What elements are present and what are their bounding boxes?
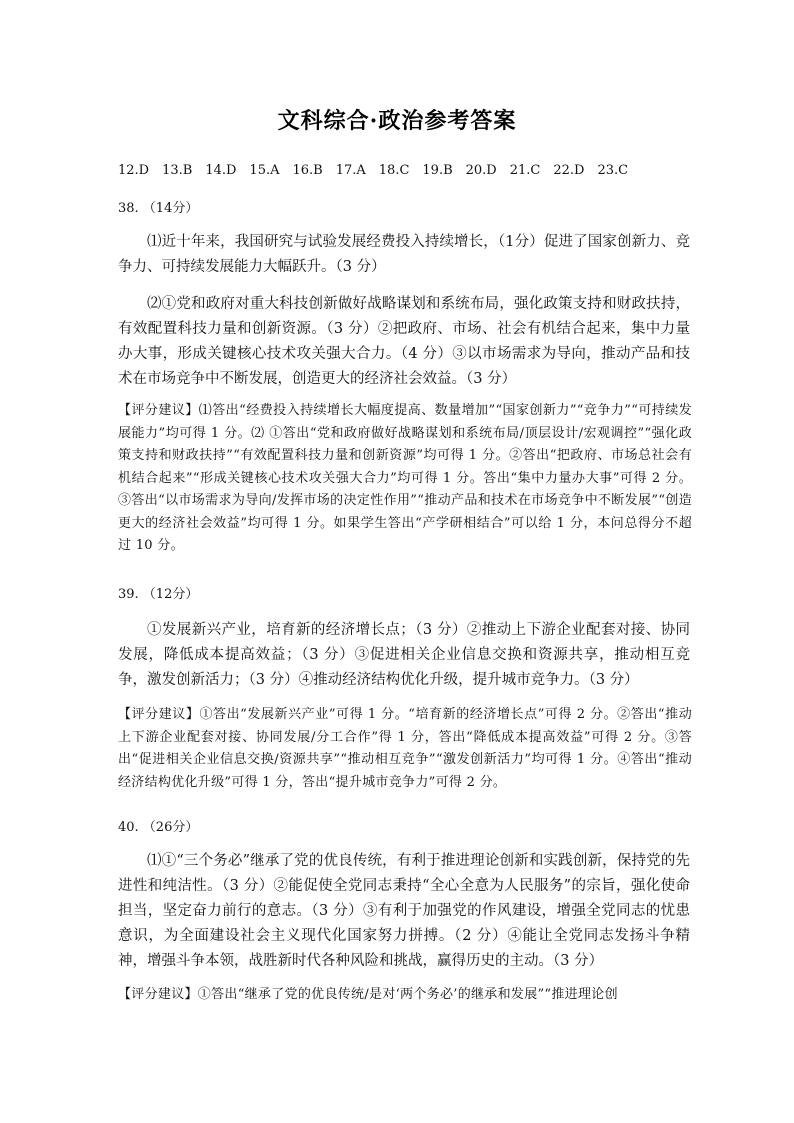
question-39-answer: ①发展新兴产业，培育新的经济增长点；（3 分）②推动上下游企业配套对接、协同发展，降低成本提高效益；（3 分）③促进相关企业信息交换和资源共享，推动相互竞争，激发创新活力；（3 分）④推动经济结构优化升级，提升城市竞争力。（3 分） [118, 622, 690, 688]
question-38-scoring-advice: 【评分建议】⑴答出“经费投入持续增长大幅度提高、数量增加”“国家创新力”“竞争力”“可持续发展能力”均可得 1 分。⑵ ①答出“党和政府做好战略谋划和系统布局/顶层设计/宏观调控”“强化政策支持和财政扶持”“有效配置科技力量和创新资源”均可得 1 分。②答出“把政府、市场总社会有机结合起来”“形成关键核心技术攻关强大合力”均可得 1 分。答出“集中力量办大事”可得 2 分。③答出“以市场需求为导向/发挥市场的决定性作用”“推动产品和技术在市场竞争中不断发展”“创造更大的经济社会效益”均可得 1 分。如果学生答出“产学研相结合”可以给 1 分，本问总得分不超过 10 分。 [118, 403, 692, 553]
question-40-scoring-advice: 【评分建议】①答出“继承了党的优良传统/是对‘两个务必’的继承和发展”“推进理论创 [118, 987, 618, 1002]
multiple-choice-answers: 12.D 13.B 14.D 15.A 16.B 17.A 18.C 19.B 20.D 21.C 22.D 23.C [118, 163, 629, 178]
question-38-part-1-answer: ⑴近十年来，我国研究与试验发展经费投入持续增长，（1分）促进了国家创新力、竞争力、可持续发展能力大幅跃升。（3 分） [118, 234, 690, 275]
question-39-scoring-advice: 【评分建议】①答出“发展新兴产业”可得 1 分。“培育新的经济增长点”可得 2 分。②答出“推动上下游企业配套对接、协同发展/分工合作”得 1 分，答出“降低成本提高效益”可得 2 分。③答出“促进相关企业信息交换/资源共享”“推动相互竞争”“激发创新活力”均可得 1 分。④答出“推动经济结构优化升级”可得 1 分，答出“提升城市竞争力”可得 2 分。 [118, 707, 692, 790]
question-39-heading: 39. （12分） [118, 587, 199, 602]
question-38-part-2-answer: ⑵①党和政府对重大科技创新做好战略谋划和系统布局，强化政策支持和财政扶持，有效配置科技力量和创新资源。（3 分）②把政府、市场、社会有机结合起来，集中力量办大事，形成关键核心技术攻关强大合力。（4 分）③以市场需求为导向，推动产品和技术在市场竞争中不断发展，创造更大的经济社会效益。（3 分） [118, 296, 690, 387]
page-title: 文科综合·政治参考答案 [277, 108, 517, 134]
question-40-part-1-answer: ⑴①“三个务必”继承了党的优良传统，有利于推进理论创新和实践创新，保持党的先进性和纯洁性。（3 分）②能促使全党同志秉持“全心全意为人民服务”的宗旨，强化使命担当，坚定奋力前行的意志。（3 分）③有利于加强党的作风建设，增强全党同志的忧患意识，为全面建设社会主义现代化国家努力拼搏。（2 分）④能让全党同志发扬斗争精神，增强斗争本领，战胜新时代各种风险和挑战，赢得历史的主动。（3 分） [118, 853, 690, 969]
question-40-heading: 40. （26分） [118, 820, 199, 835]
question-38-heading: 38. （14分） [118, 201, 199, 216]
